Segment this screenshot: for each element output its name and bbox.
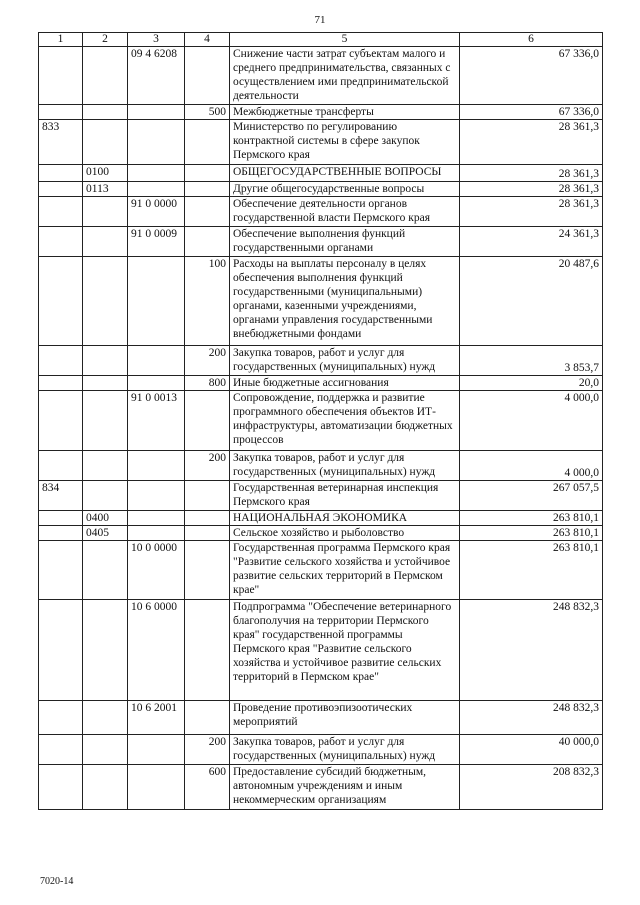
agency-code-cell — [39, 600, 83, 701]
target-code-cell: 10 6 0000 — [128, 600, 185, 701]
table-row — [39, 257, 603, 346]
table-row — [39, 765, 603, 810]
expense-type-cell — [185, 197, 230, 227]
description-cell: Закупка товаров, работ и услуг для государственных (муниципальных) нужд — [230, 346, 460, 376]
amount-cell: 248 832,3 — [460, 600, 603, 701]
target-code-cell — [128, 765, 185, 810]
table-row — [39, 511, 603, 526]
expense-type-cell — [185, 701, 230, 735]
expense-type-cell — [185, 600, 230, 701]
agency-code-cell — [39, 526, 83, 541]
section-code-cell — [83, 481, 128, 511]
amount-cell: 40 000,0 — [460, 735, 603, 765]
section-code-cell: 0400 — [83, 511, 128, 526]
target-code-cell — [128, 511, 185, 526]
expense-type-cell: 600 — [185, 765, 230, 810]
target-code-cell — [128, 182, 185, 197]
description-cell: Межбюджетные трансферты — [230, 105, 460, 120]
agency-code-cell — [39, 735, 83, 765]
amount-cell: 20,0 — [460, 376, 603, 391]
description-cell: Сопровождение, поддержка и развитие программного обеспечения объектов ИТ-инфраструктуры, автоматизации бюджетных процессов — [230, 391, 460, 451]
section-code-cell — [83, 227, 128, 257]
target-code-cell: 91 0 0013 — [128, 391, 185, 451]
description-cell: Иные бюджетные ассигнования — [230, 376, 460, 391]
agency-code-cell — [39, 376, 83, 391]
target-code-cell: 91 0 0000 — [128, 197, 185, 227]
description-cell: Закупка товаров, работ и услуг для государственных (муниципальных) нужд — [230, 735, 460, 765]
table-row — [39, 165, 603, 182]
section-code-cell — [83, 197, 128, 227]
column-header: 2 — [83, 33, 128, 47]
target-code-cell: 91 0 0009 — [128, 227, 185, 257]
section-code-cell — [83, 47, 128, 105]
expense-type-cell: 200 — [185, 451, 230, 481]
amount-cell: 4 000,0 — [460, 391, 603, 451]
budget-table — [38, 32, 603, 810]
section-code-cell — [83, 600, 128, 701]
expense-type-cell — [185, 227, 230, 257]
table-row — [39, 182, 603, 197]
expense-type-cell — [185, 165, 230, 182]
amount-cell: 248 832,3 — [460, 701, 603, 735]
table-row — [39, 481, 603, 511]
document-code: 7020-14 — [40, 876, 74, 887]
section-code-cell — [83, 120, 128, 165]
description-cell: Другие общегосударственные вопросы — [230, 182, 460, 197]
description-cell: НАЦИОНАЛЬНАЯ ЭКОНОМИКА — [230, 511, 460, 526]
amount-cell: 28 361,3 — [460, 197, 603, 227]
amount-cell: 208 832,3 — [460, 765, 603, 810]
description-cell: Проведение противоэпизоотических мероприятий — [230, 701, 460, 735]
description-cell: Сельское хозяйство и рыболовство — [230, 526, 460, 541]
table-row — [39, 541, 603, 600]
table-row — [39, 376, 603, 391]
expense-type-cell — [185, 541, 230, 600]
target-code-cell — [128, 451, 185, 481]
target-code-cell — [128, 346, 185, 376]
amount-cell: 20 487,6 — [460, 257, 603, 346]
agency-code-cell: 833 — [39, 120, 83, 165]
amount-cell: 4 000,0 — [460, 451, 603, 481]
target-code-cell — [128, 165, 185, 182]
description-cell: Подпрограмма "Обеспечение ветеринарного благополучия на территории Пермского края" государственной программы Пермского края "Развитие сельского хозяйства и устойчивое развитие сельских территорий в Пермском крае" — [230, 600, 460, 701]
column-header: 5 — [230, 33, 460, 47]
expense-type-cell — [185, 120, 230, 165]
expense-type-cell: 100 — [185, 257, 230, 346]
section-code-cell — [83, 701, 128, 735]
description-cell: Обеспечение выполнения функций государственными органами — [230, 227, 460, 257]
expense-type-cell: 500 — [185, 105, 230, 120]
target-code-cell: 09 4 6208 — [128, 47, 185, 105]
target-code-cell — [128, 526, 185, 541]
agency-code-cell — [39, 197, 83, 227]
description-cell: Министерство по регулированию контрактной системы в сфере закупок Пермского края — [230, 120, 460, 165]
amount-cell: 67 336,0 — [460, 105, 603, 120]
table-row — [39, 197, 603, 227]
description-cell: Государственная программа Пермского края "Развитие сельского хозяйства и устойчивое развитие сельских территорий в Пермском крае" — [230, 541, 460, 600]
amount-cell: 24 361,3 — [460, 227, 603, 257]
expense-type-cell — [185, 511, 230, 526]
target-code-cell — [128, 481, 185, 511]
table-row — [39, 735, 603, 765]
target-code-cell: 10 6 2001 — [128, 701, 185, 735]
amount-cell: 28 361,3 — [460, 120, 603, 165]
description-cell: Закупка товаров, работ и услуг для государственных (муниципальных) нужд — [230, 451, 460, 481]
table-row — [39, 701, 603, 735]
section-code-cell — [83, 541, 128, 600]
column-header: 1 — [39, 33, 83, 47]
agency-code-cell — [39, 765, 83, 810]
table-row — [39, 227, 603, 257]
table-row — [39, 391, 603, 451]
page-number: 71 — [314, 14, 326, 26]
description-cell: Государственная ветеринарная инспекция Пермского края — [230, 481, 460, 511]
agency-code-cell — [39, 182, 83, 197]
agency-code-cell — [39, 511, 83, 526]
agency-code-cell — [39, 346, 83, 376]
target-code-cell — [128, 105, 185, 120]
description-cell: Расходы на выплаты персоналу в целях обеспечения выполнения функций государственными (муниципальными) органами, казенными учреждениями, органами управления государственными внебюджетными фондами — [230, 257, 460, 346]
table-row — [39, 526, 603, 541]
amount-cell: 267 057,5 — [460, 481, 603, 511]
section-code-cell: 0113 — [83, 182, 128, 197]
agency-code-cell — [39, 257, 83, 346]
section-code-cell — [83, 735, 128, 765]
column-header: 4 — [185, 33, 230, 47]
column-header: 3 — [128, 33, 185, 47]
amount-cell: 28 361,3 — [460, 182, 603, 197]
agency-code-cell — [39, 451, 83, 481]
agency-code-cell — [39, 227, 83, 257]
agency-code-cell — [39, 391, 83, 451]
table-row — [39, 47, 603, 105]
table-header-row — [39, 33, 603, 47]
table-row — [39, 600, 603, 701]
agency-code-cell: 834 — [39, 481, 83, 511]
target-code-cell — [128, 376, 185, 391]
section-code-cell: 0405 — [83, 526, 128, 541]
amount-cell: 3 853,7 — [460, 346, 603, 376]
expense-type-cell — [185, 526, 230, 541]
expense-type-cell: 200 — [185, 346, 230, 376]
agency-code-cell — [39, 541, 83, 600]
description-cell: Обеспечение деятельности органов государственной власти Пермского края — [230, 197, 460, 227]
amount-cell: 263 810,1 — [460, 541, 603, 600]
target-code-cell — [128, 735, 185, 765]
section-code-cell — [83, 765, 128, 810]
expense-type-cell: 200 — [185, 735, 230, 765]
amount-cell: 263 810,1 — [460, 511, 603, 526]
table-row — [39, 346, 603, 376]
amount-cell: 263 810,1 — [460, 526, 603, 541]
description-cell: ОБЩЕГОСУДАРСТВЕННЫЕ ВОПРОСЫ — [230, 165, 460, 182]
expense-type-cell — [185, 182, 230, 197]
expense-type-cell — [185, 47, 230, 105]
agency-code-cell — [39, 701, 83, 735]
section-code-cell — [83, 451, 128, 481]
section-code-cell — [83, 346, 128, 376]
expense-type-cell — [185, 391, 230, 451]
section-code-cell — [83, 105, 128, 120]
agency-code-cell — [39, 105, 83, 120]
amount-cell: 28 361,3 — [460, 165, 603, 182]
amount-cell: 67 336,0 — [460, 47, 603, 105]
section-code-cell: 0100 — [83, 165, 128, 182]
target-code-cell — [128, 120, 185, 165]
target-code-cell: 10 0 0000 — [128, 541, 185, 600]
table-row — [39, 451, 603, 481]
agency-code-cell — [39, 47, 83, 105]
column-header: 6 — [460, 33, 603, 47]
expense-type-cell: 800 — [185, 376, 230, 391]
expense-type-cell — [185, 481, 230, 511]
section-code-cell — [83, 376, 128, 391]
table-row — [39, 105, 603, 120]
section-code-cell — [83, 257, 128, 346]
description-cell: Снижение части затрат субъектам малого и среднего предпринимательства, связанных с осуществлением ими предпринимательской деятельности — [230, 47, 460, 105]
description-cell: Предоставление субсидий бюджетным, автономным учреждениям и иным некоммерческим организациям — [230, 765, 460, 810]
section-code-cell — [83, 391, 128, 451]
target-code-cell — [128, 257, 185, 346]
agency-code-cell — [39, 165, 83, 182]
table-row — [39, 120, 603, 165]
